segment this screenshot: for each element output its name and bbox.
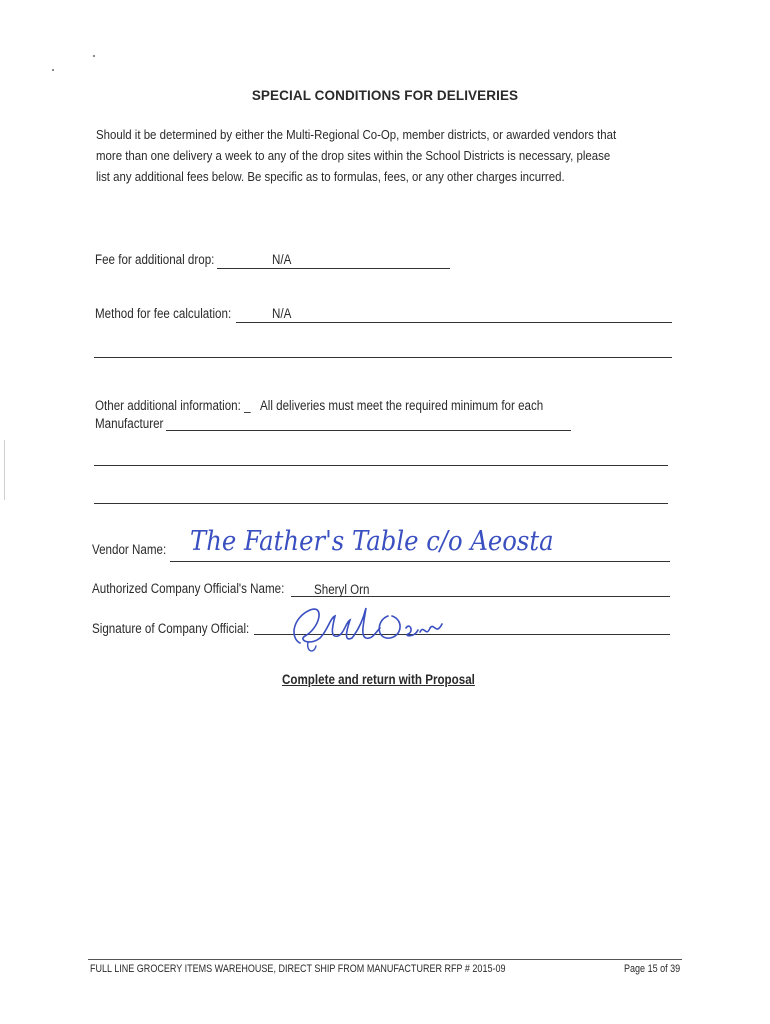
signature-image[interactable] — [280, 598, 460, 658]
other-info-line — [166, 430, 571, 431]
other-info-label-line2: Manufacturer — [95, 416, 164, 431]
scan-edge — [4, 440, 5, 500]
scan-speck — [93, 55, 95, 57]
signature-label: Signature of Company Official: — [92, 621, 250, 636]
footer-page-number: Page 15 of 39 — [624, 963, 681, 975]
vendor-name-line — [170, 561, 670, 562]
other-info-line-3 — [94, 503, 668, 504]
other-info-label: Other additional information: _ — [95, 398, 251, 413]
scan-speck — [52, 69, 54, 71]
method-label: Method for fee calculation: — [95, 306, 232, 321]
method-line-2 — [94, 357, 672, 358]
fee-label: Fee for additional drop: — [95, 252, 215, 267]
footer-divider — [88, 959, 682, 960]
fee-line — [217, 268, 450, 269]
other-info-value[interactable]: All deliveries must meet the required minimum for each — [260, 398, 544, 413]
method-value[interactable]: N/A — [272, 306, 292, 321]
document-title: SPECIAL CONDITIONS FOR DELIVERIES — [251, 88, 519, 103]
official-name-label: Authorized Company Official's Name: — [92, 581, 285, 596]
vendor-name-value[interactable]: The Father's Table c/o Aeosta — [190, 526, 554, 557]
fee-value[interactable]: N/A — [272, 252, 292, 267]
official-name-value[interactable]: Sheryl Orn — [314, 582, 370, 597]
other-info-line-2 — [94, 465, 668, 466]
method-line — [236, 322, 672, 323]
complete-instruction: Complete and return with Proposal — [282, 672, 475, 687]
vendor-name-label: Vendor Name: — [92, 542, 167, 557]
footer-document-title: FULL LINE GROCERY ITEMS WAREHOUSE, DIRECT SHIP FROM MANUFACTURER RFP # 2015-09 — [90, 963, 506, 975]
intro-paragraph: Should it be determined by either the Multi-Regional Co-Op, member districts, or awarded vendors that more than one delivery a week to any of the drop sites within the School Districts is necessary, please list any additional fees below. Be specific as to formulas, fees, or any other charges incurred. — [96, 127, 617, 184]
